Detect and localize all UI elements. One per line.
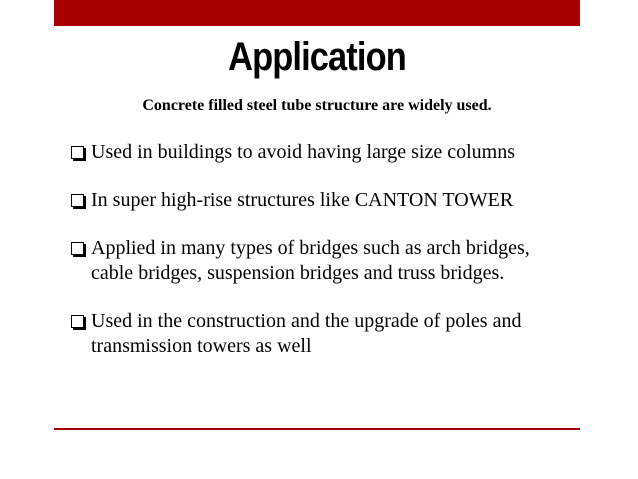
bullet-item	[68, 140, 568, 165]
bullet-text: Used in the construction and the upgrade of poles and transmission towers as well	[91, 310, 522, 357]
bullet-text: In super high-rise structures like CANTON TOWER	[91, 189, 514, 211]
bullet-list	[68, 140, 568, 382]
checkbox-square-icon	[71, 315, 84, 328]
bullet-item	[68, 309, 568, 359]
bullet-text: Applied in many types of bridges such as arch bridges, cable bridges, suspension bridges and truss bridges.	[91, 237, 530, 284]
bullet-item	[68, 236, 568, 286]
slide-subtitle: Concrete filled steel tube structure are widely used.	[142, 97, 492, 114]
checkbox-square-icon	[71, 146, 84, 159]
top-accent-bar	[54, 0, 580, 26]
bullet-text: Used in buildings to avoid having large size columns	[91, 141, 516, 163]
slide-title: Application	[228, 35, 406, 79]
bottom-accent-rule	[54, 428, 580, 430]
checkbox-square-icon	[71, 242, 84, 255]
bullet-item	[68, 188, 568, 213]
checkbox-square-icon	[71, 194, 84, 207]
